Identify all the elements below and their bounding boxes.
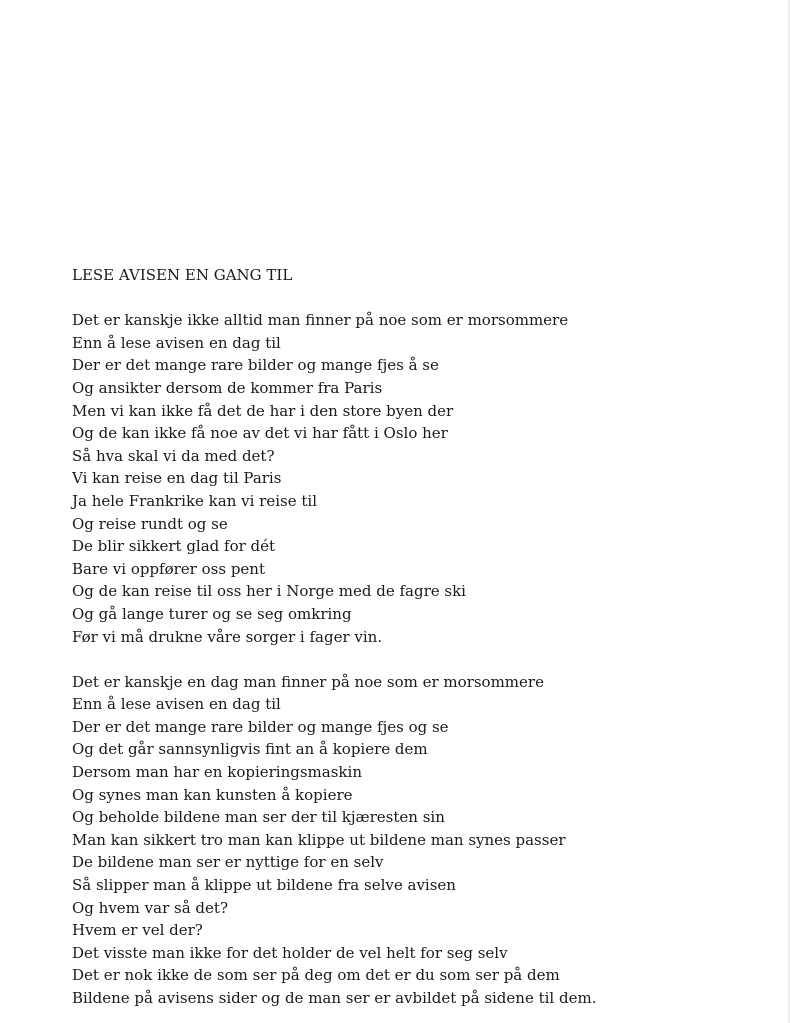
poem-line: Enn å lese avisen en dag til (72, 695, 281, 714)
poem-line: Og beholde bildene man ser der til kjæresten sin (72, 808, 445, 827)
poem-line: Det er kanskje ikke alltid man finner på noe som er morsommere (72, 311, 569, 330)
poem-line: Og synes man kan kunsten å kopiere (72, 785, 353, 804)
stanza-1 (72, 309, 772, 648)
poem-line: Der er det mange rare bilder og mange fjes og se (72, 717, 449, 736)
poem-line: Bare vi oppfører oss pent (72, 559, 265, 578)
poem-line: Bildene på avisens sider og de man ser er avbildet på sidene til dem. (72, 989, 597, 1007)
poem-line: Det er nok ikke de som ser på deg om det er du som ser på dem (72, 966, 560, 985)
poem-line: Og de kan ikke få noe av det vi har fått i Oslo her (72, 424, 448, 443)
poem-line: Ja hele Frankrike kan vi reise til (72, 491, 317, 510)
stanza-2 (72, 671, 772, 1010)
poem-line: Og ansikter dersom de kommer fra Paris (72, 378, 383, 397)
poem-line: Enn å lese avisen en dag til (72, 333, 281, 352)
poem-line: Før vi må drukne våre sorger i fager vin. (72, 627, 383, 646)
poem-line: Der er det mange rare bilder og mange fjes å se (72, 356, 439, 375)
poem-line: De blir sikkert glad for dét (72, 537, 276, 556)
poem-line: Hvem er vel der? (72, 921, 203, 940)
poem-line: Og det går sannsynligvis fint an å kopiere dem (72, 740, 428, 759)
poem-line: Dersom man har en kopieringsmaskin (72, 763, 362, 782)
poem-line: Man kan sikkert tro man kan klippe ut bildene man synes passer (72, 830, 566, 849)
poem-line: De bildene man ser er nyttige for en selv (72, 853, 384, 872)
poem-line: Og gå lange turer og se seg omkring (72, 604, 352, 623)
poem-line: Så hva skal vi da med det? (72, 446, 275, 465)
poem-line: Så slipper man å klippe ut bildene fra selve avisen (72, 876, 456, 895)
poem-line: Det er kanskje en dag man finner på noe som er morsommere (72, 672, 544, 691)
poem (72, 264, 772, 1010)
poem-line: Og hvem var så det? (72, 898, 228, 917)
poem-line: Vi kan reise en dag til Paris (72, 469, 282, 488)
poem-line: Men vi kan ikke få det de har i den store byen der (72, 401, 454, 420)
poem-line: Og de kan reise til oss her i Norge med de fagre ski (72, 582, 466, 601)
poem-title: LESE AVISEN EN GANG TIL (72, 266, 293, 284)
poem-line: Det visste man ikke for det holder de vel helt for seg selv (72, 943, 508, 962)
poem-line: Og reise rundt og se (72, 514, 228, 533)
